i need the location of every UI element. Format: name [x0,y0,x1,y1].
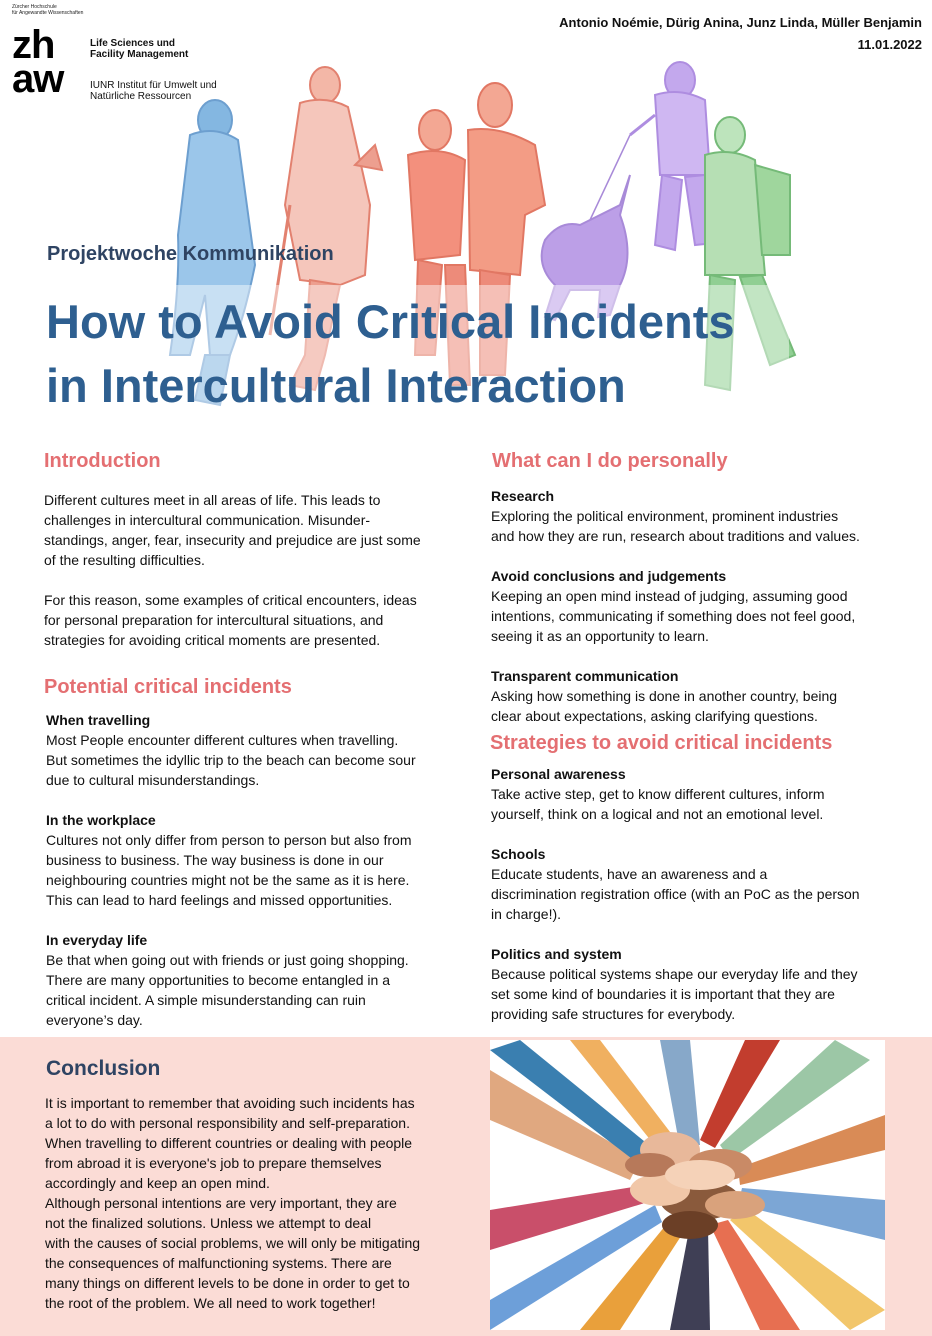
potential-item-text: Be that when going out with friends or just going shopping. There are many opportunities to become entangled in a critical incident. A simple misunderstanding can ruin everyone’s day. [46,952,409,1028]
introduction-paragraph-1: Different cultures meet in all areas of life. This leads to challenges in intercultural communication. Misunder- standings, anger, fear, insecurity and prejudice are just some of the resulting difficulties. [44,492,421,568]
personal-item-text: Asking how something is done in another country, being clear about expectations, asking clarifying questions. [491,688,838,724]
poster-title: How to Avoid Critical Incidents in Intercultural Interaction [46,295,735,412]
hands-together-image [490,1040,885,1330]
potential-item-text: Cultures not only differ from person to person but also from business to business. The way business is done in our neighbouring countries might not be the same as it is here. This can lead to hard feelings and missed opportunities. [46,832,412,908]
conclusion-heading: Conclusion [46,1057,161,1080]
potential-heading: Potential critical incidents [44,676,292,698]
introduction-paragraph-2: For this reason, some examples of critical encounters, ideas for personal preparation for intercultural situations, and strategies for avoiding critical moments are presented. [44,592,417,648]
strategies-heading: Strategies to avoid critical incidents [490,732,833,754]
purple-man-figure [630,62,715,250]
personal-item-title: Avoid conclusions and judgements [491,568,727,584]
institute-name: IUNR Institut für Umwelt und Natürliche Ressourcen [90,80,217,102]
project-label: Projektwoche Kommunikation [47,243,334,265]
strategies-item-title: Schools [491,846,546,862]
personal-item-title: Transparent communication [491,668,679,684]
potential-item-text: Most People encounter different cultures when travelling. But sometimes the idyllic trip to the beach can become sour due to cultural misunderstandings. [46,732,416,788]
institution-small-text: Zürcher Hochschule für Angewandte Wissenschaften [12,4,84,16]
strategies-item-title: Politics and system [491,946,622,962]
personal-heading: What can I do personally [492,450,728,472]
strategies-item-text: Take active step, get to know different cultures, inform yourself, think on a logical and not an emotional level. [491,786,825,822]
introduction-heading: Introduction [44,450,161,472]
potential-item-title: In the workplace [46,812,156,828]
conclusion-text: It is important to remember that avoiding such incidents has a lot to do with personal responsibility and self-preparation. When travelling to different countries or dealing with people from abroad it is everyone's job to prepare themselves accordingly and keep an open mind. Although personal intentions are very important, they are not the finalized solutions. Unless we attempt to deal with the causes of social problems, we will only be mitigating the consequences of malfunctioning systems. There are many things on different levels to be done in order to get to the root of the problem. We all need to work together! [45,1095,421,1311]
strategies-item-text: Because political systems shape our everyday life and they set some kind of boundaries it is important that they are providing safe structures for everybody. [491,966,858,1022]
potential-item-title: In everyday life [46,932,148,948]
strategies-item-title: Personal awareness [491,766,626,782]
zhaw-logo: zh aw [12,23,64,101]
personal-item-title: Research [491,488,555,504]
department-name: Life Sciences und Facility Management [90,38,189,60]
personal-item-text: Exploring the political environment, prominent industries and how they are run, research about traditions and values. [491,508,860,544]
strategies-item-text: Educate students, have an awareness and a discrimination registration office (with an PoC as the person in charge!). [491,866,860,922]
personal-item-text: Keeping an open mind instead of judging, assuming good intentions, communicating if something does not feel good, seeing it as an opportunity to learn. [491,588,856,644]
authors-and-date: Antonio Noémie, Dürig Anina, Junz Linda, Müller Benjamin 11.01.2022 [559,15,922,52]
potential-item-title: When travelling [46,712,151,728]
